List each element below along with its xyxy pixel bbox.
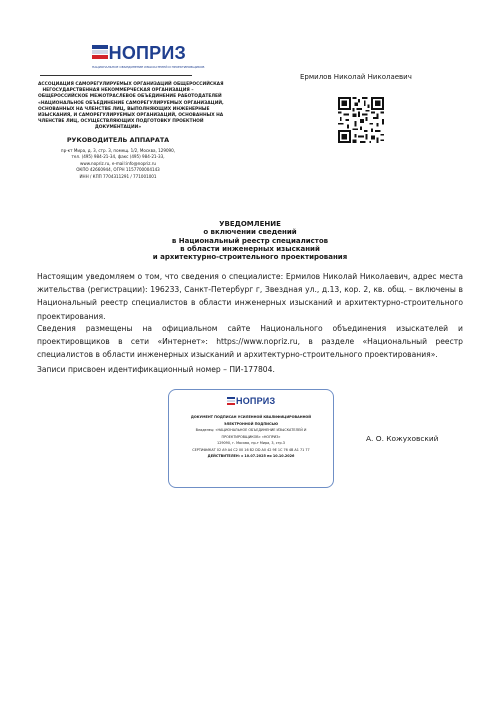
signer-name: А. О. Кожуховский xyxy=(366,434,439,443)
qr-code-icon xyxy=(338,97,384,143)
org-line: АССОЦИАЦИЯ САМОРЕГУЛИРУЕМЫХ ОРГАНИЗАЦИЙ ОБЩЕРОССИЙСКАЯ xyxy=(38,82,224,87)
contact-okpo: ОКПО 42660944, ОГРН 1157700004143 xyxy=(76,167,160,173)
header-divider xyxy=(40,75,192,76)
paragraph-text: Сведения размещены на официальном сайте Национального объединения изыскателей и проектировщиков в сети «Интернет»: https://www.nopriz.ru, в разделе «Национальный реестр специалистов в области инженерных изысканий и архитектурно-строительного проектирования». xyxy=(37,324,463,360)
title-line: о включении сведений xyxy=(203,228,297,237)
title-heading: УВЕДОМЛЕНИЕ xyxy=(219,220,281,228)
department-title: РУКОВОДИТЕЛЬ АППАРАТА xyxy=(66,135,170,144)
contact-web: www.nopriz.ru, e-mail:info@nopriz.ru xyxy=(80,160,156,166)
org-line: ИЗЫСКАНИЯ, И САМОРЕГУЛИРУЕМЫХ ОРГАНИЗАЦИЙ, ОСНОВАННЫХ НА xyxy=(38,113,224,119)
org-line: ДОКУМЕНТАЦИИ» xyxy=(94,125,142,131)
notice-title xyxy=(120,220,380,261)
stamp-address: 129090, г. Москва, пр-т Мира, 3, стр.3 xyxy=(217,441,285,445)
org-line: ЧЛЕНСТВЕ ЛИЦ, ОСУЩЕСТВЛЯЮЩИХ ПОДГОТОВКУ ПРОЕКТНОЙ xyxy=(38,119,204,125)
stamp-validity: ДЕЙСТВИТЕЛЕН: с 10.07.2025 по 10.10.2026 xyxy=(207,454,295,458)
organization-name xyxy=(38,82,224,132)
paragraph-notice xyxy=(37,270,463,323)
paragraph-website xyxy=(37,322,463,362)
title-line: в области инженерных изысканий xyxy=(180,244,320,253)
flag-icon xyxy=(227,397,235,406)
stamp-text xyxy=(173,414,329,460)
nopriz-logo xyxy=(92,42,205,69)
title-line: в Национальный реестр специалистов xyxy=(171,236,329,245)
org-line: «НАЦИОНАЛЬНОЕ ОБЪЕДИНЕНИЕ САМОРЕГУЛИРУЕМЫХ ОРГАНИЗАЦИЙ, xyxy=(38,100,224,106)
electronic-signature-stamp xyxy=(168,389,334,488)
org-line: ОСНОВАННЫХ НА ЧЛЕНСТВЕ ЛИЦ, ВЫПОЛНЯЮЩИХ ИНЖЕНЕРНЫЕ xyxy=(38,106,210,112)
logo-text: НОПРИЗ xyxy=(108,42,186,63)
logo-subtitle: НАЦИОНАЛЬНОЕ ОБЪЕДИНЕНИЕ ИЗЫСКАТЕЛЕЙ И ПРОЕКТИРОВЩИКОВ xyxy=(92,65,205,69)
paragraph-text: Настоящим уведомляем о том, что сведения о специалисте: Ермилов Николай Николаевич, адрес места жительства (регистрации): 196233, Санкт-Петербург г, Звездная ул., д.13, кор. 2, кв. общ. – включены в Национальный реестр специалистов в области инженерных изысканий и архитектурно-строительного проектирования. xyxy=(37,272,463,321)
stamp-logo-text: НОПРИЗ xyxy=(236,396,276,406)
paragraph-id-number xyxy=(37,363,463,376)
contact-address: пр-кт Мира, д. 3, стр. 3, помещ. 1/2, Москва, 129090, xyxy=(60,147,176,153)
stamp-owner: Владелец: «НАЦИОНАЛЬНОЕ ОБЪЕДИНЕНИЕ ИЗЫСКАТЕЛЕЙ И ПРОЕКТИРОВЩИКОВ» «НОПРИЗ» xyxy=(195,428,307,439)
stamp-certificate: СЕРТИФИКАТ 02 A9 A4 C2 00 16 B2 DD A0 42 9E 1C 76 4B A1 71 77 xyxy=(192,447,310,452)
org-line: НЕГОСУДАРСТВЕННАЯ НЕКОММЕРЧЕСКАЯ ОРГАНИЗАЦИЯ – xyxy=(42,88,194,94)
flag-icon xyxy=(92,45,107,62)
stamp-logo xyxy=(227,396,275,406)
contact-phone: тел. (495) 984-21-34, факс (495) 984-21-33, xyxy=(71,154,165,160)
recipient-name: Ермилов Николай Николаевич xyxy=(300,73,412,81)
contact-details xyxy=(38,148,198,181)
organization-header xyxy=(38,82,224,181)
contact-inn: ИНН / КПП 7704311291 / 771001001 xyxy=(79,174,157,179)
org-line: ОБЩЕРОССИЙСКОЕ МЕЖОТРАСЛЕВОЕ ОБЪЕДИНЕНИЕ РАБОТОДАТЕЛЕЙ xyxy=(38,94,222,100)
stamp-line: ДОКУМЕНТ ПОДПИСАН УСИЛЕННОЙ КВАЛИФИЦИРОВАННОЙ ЭЛЕКТРОННОЙ ПОДПИСЬЮ xyxy=(190,415,312,426)
paragraph-text: Записи присвоен идентификационный номер – ПИ-177804. xyxy=(37,365,275,374)
title-line: и архитектурно-строительного проектирования xyxy=(152,253,348,262)
